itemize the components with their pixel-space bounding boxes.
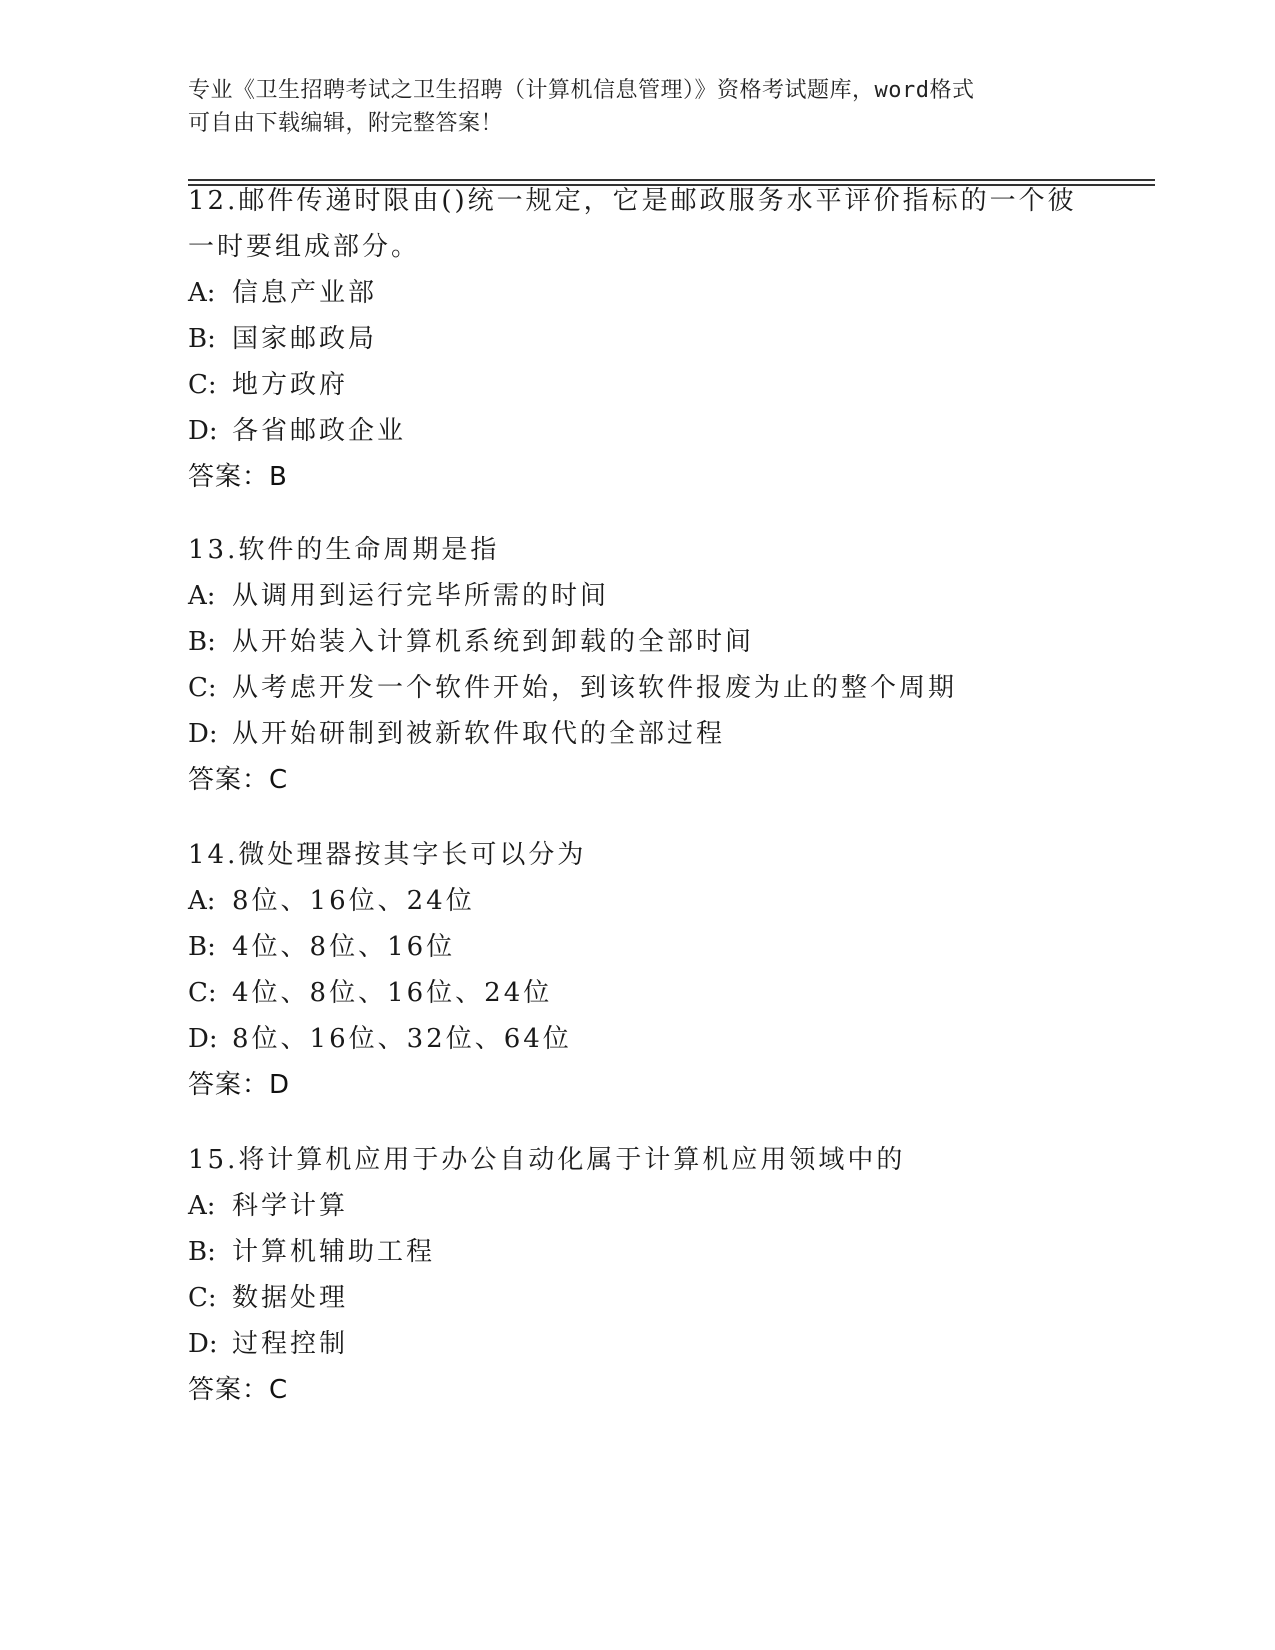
question-12	[188, 178, 1088, 500]
option-d	[188, 711, 1088, 757]
option-text: 8位、16位、32位、64位	[232, 1024, 572, 1054]
option-c	[188, 665, 1088, 711]
option-d	[188, 408, 1088, 454]
option-text: 从调用到运行完毕所需的时间	[232, 581, 610, 611]
option-text: 从开始研制到被新软件取代的全部过程	[232, 719, 726, 749]
option-letter: B:	[188, 932, 216, 962]
option-text: 从考虑开发一个软件开始，到该软件报废为止的整个周期	[232, 673, 958, 703]
option-letter: B:	[188, 1237, 216, 1267]
option-a	[188, 573, 1088, 619]
question-stem-line: 一时要组成部分。	[188, 232, 421, 262]
answer-line: 答案：D	[188, 1070, 291, 1100]
question-stem-line: 13.软件的生命周期是指	[188, 535, 500, 565]
option-letter: B:	[188, 324, 216, 354]
answer-line: 答案：C	[188, 765, 289, 795]
option-text: 科学计算	[232, 1191, 349, 1221]
option-text: 从开始装入计算机系统到卸载的全部时间	[232, 627, 755, 657]
option-letter: C:	[188, 370, 217, 400]
document-header	[188, 74, 1068, 140]
option-text: 国家邮政局	[232, 324, 378, 354]
option-text: 数据处理	[232, 1283, 349, 1313]
option-letter: C:	[188, 1283, 217, 1313]
option-b	[188, 1229, 1088, 1275]
option-letter: D:	[188, 416, 218, 446]
option-letter: C:	[188, 978, 217, 1008]
option-letter: A:	[188, 581, 216, 611]
question-stem-line: 15.将计算机应用于办公自动化属于计算机应用领域中的	[188, 1145, 906, 1175]
option-text: 4位、8位、16位	[232, 932, 456, 962]
header-line-2: 可自由下载编辑，附完整答案！	[188, 111, 504, 136]
option-text: 过程控制	[232, 1329, 349, 1359]
option-d	[188, 1321, 1088, 1367]
question-stem-line: 14.微处理器按其字长可以分为	[188, 840, 587, 870]
option-text: 地方政府	[232, 370, 349, 400]
option-d	[188, 1016, 1088, 1062]
option-b	[188, 316, 1088, 362]
option-c	[188, 362, 1088, 408]
option-letter: D:	[188, 1329, 218, 1359]
option-a	[188, 1183, 1088, 1229]
option-text: 8位、16位、24位	[232, 886, 475, 916]
option-a	[188, 270, 1088, 316]
option-letter: C:	[188, 673, 217, 703]
option-b	[188, 619, 1088, 665]
option-text: 信息产业部	[232, 278, 378, 308]
question-stem-line: 12.邮件传递时限由()统一规定，它是邮政服务水平评价指标的一个彼	[188, 186, 1077, 216]
header-line-1: 专业《卫生招聘考试之卫生招聘（计算机信息管理）》资格考试题库，word格式	[188, 78, 975, 103]
answer-line: 答案：B	[188, 462, 288, 492]
answer-line: 答案：C	[188, 1375, 289, 1405]
option-letter: A:	[188, 1191, 216, 1221]
option-letter: A:	[188, 886, 216, 916]
option-letter: A:	[188, 278, 216, 308]
option-letter: B:	[188, 627, 216, 657]
option-letter: D:	[188, 719, 218, 749]
option-c	[188, 1275, 1088, 1321]
option-text: 4位、8位、16位、24位	[232, 978, 553, 1008]
question-14	[188, 832, 1088, 1108]
option-b	[188, 924, 1088, 970]
question-15	[188, 1137, 1088, 1413]
option-text: 各省邮政企业	[232, 416, 407, 446]
option-c	[188, 970, 1088, 1016]
option-a	[188, 878, 1088, 924]
question-13	[188, 527, 1088, 803]
option-text: 计算机辅助工程	[232, 1237, 436, 1267]
option-letter: D:	[188, 1024, 218, 1054]
